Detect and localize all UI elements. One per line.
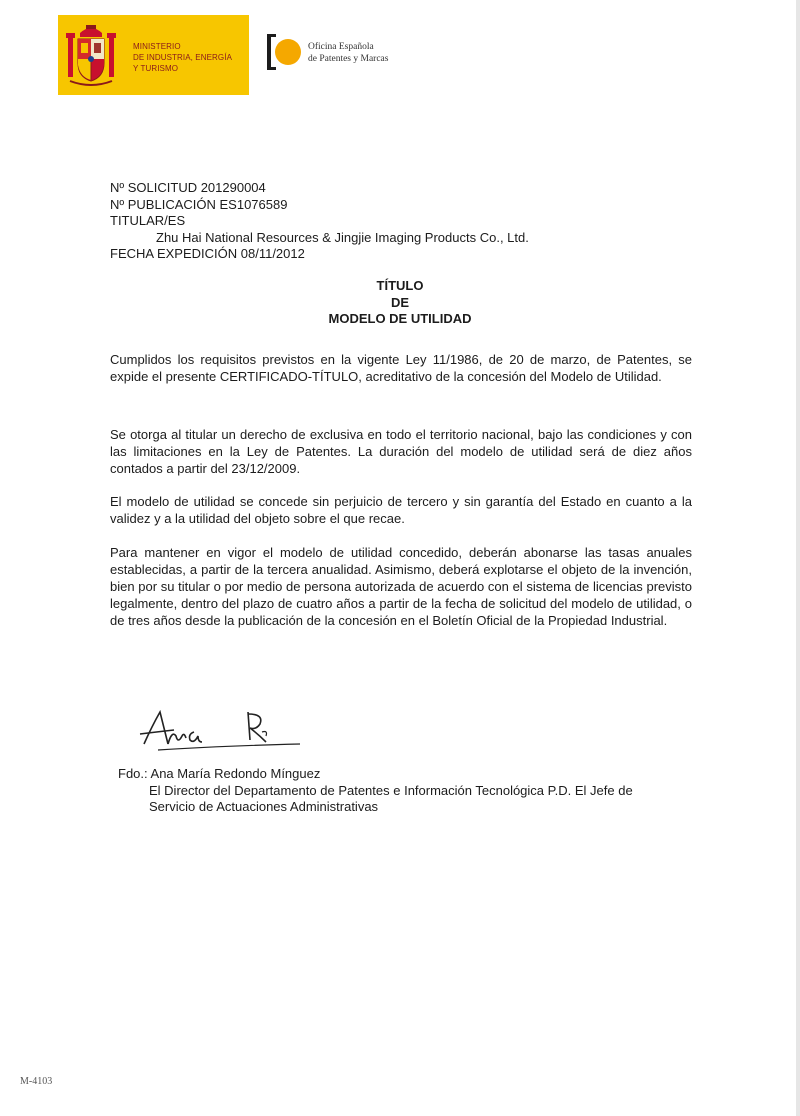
paragraph-issuance: Cumplidos los requisitos previstos en la vigente Ley 11/1986, de 20 de marzo, de Patentes, se expide el presente CERTIFICADO-TÍTULO, acreditativo de la concesión del Modelo de Utilidad. — [110, 352, 692, 384]
paragraph-rights: Se otorga al titular un derecho de exclusiva en todo el territorio nacional, bajo las condiciones y con las limitaciones en la Ley de Patentes. La duración del modelo de utilidad será de diez años contados a partir del 23/12/2009. — [110, 427, 692, 476]
paragraph-maintenance: Para mantener en vigor el modelo de utilidad concedido, deberán abonarse las tasas anuales establecidas, a partir de la tercera anualidad. Asimismo, deberá explotarse el objeto de la invención, bien por su titular o por medio de persona autorizada de acuerdo con el sistema de licencias previsto legalmente, dentro del plazo de cuatro años a partir de la fecha de solicitud del modelo de utilidad, o de tres años desde la publicación de la concesión en el Boletín Oficial de la Propiedad Industrial. — [110, 545, 692, 628]
page-edge — [796, 0, 800, 1116]
signoff-block — [118, 766, 633, 816]
office-line: Oficina Española — [308, 42, 374, 52]
oepm-logo-icon — [264, 31, 304, 73]
signer-role: El Director del Departamento de Patentes e Información Tecnológica P.D. El Jefe de — [149, 782, 633, 798]
coat-of-arms-icon — [66, 23, 116, 89]
holder-label: TITULAR/ES — [110, 213, 186, 228]
ministry-line: DE INDUSTRIA, ENERGÍA — [133, 53, 233, 62]
title-line: DE — [390, 294, 410, 310]
signer-role: Servicio de Actuaciones Administrativas — [149, 799, 379, 814]
publication-number: Nº PUBLICACIÓN ES1076589 — [110, 196, 288, 212]
document-title — [250, 278, 550, 328]
issue-date: FECHA EXPEDICIÓN 08/11/2012 — [110, 246, 305, 261]
signed-by: Fdo.: Ana María Redondo Mínguez — [118, 766, 321, 781]
ministry-line: Y TURISMO — [133, 64, 179, 73]
ministry-logo — [58, 15, 249, 95]
ministry-name — [133, 41, 232, 74]
oepm-logo — [264, 31, 404, 76]
title-line: TÍTULO — [376, 278, 424, 293]
ministry-line: MINISTERIO — [133, 42, 181, 51]
oepm-name — [308, 41, 388, 65]
title-line: MODELO DE UTILIDAD — [328, 311, 472, 326]
application-number: Nº SOLICITUD 201290004 — [110, 180, 266, 195]
office-line: de Patentes y Marcas — [308, 54, 389, 64]
application-details — [110, 180, 529, 263]
handwritten-signature — [138, 706, 308, 756]
paragraph-no-guarantee: El modelo de utilidad se concede sin perjuicio de tercero y sin garantía del Estado en cuanto a la validez y a la utilidad del objeto sobre el que recae. — [110, 494, 692, 526]
holder-name: Zhu Hai National Resources & Jingjie Imaging Products Co., Ltd. — [156, 229, 529, 245]
form-code: M-4103 — [20, 1076, 53, 1087]
